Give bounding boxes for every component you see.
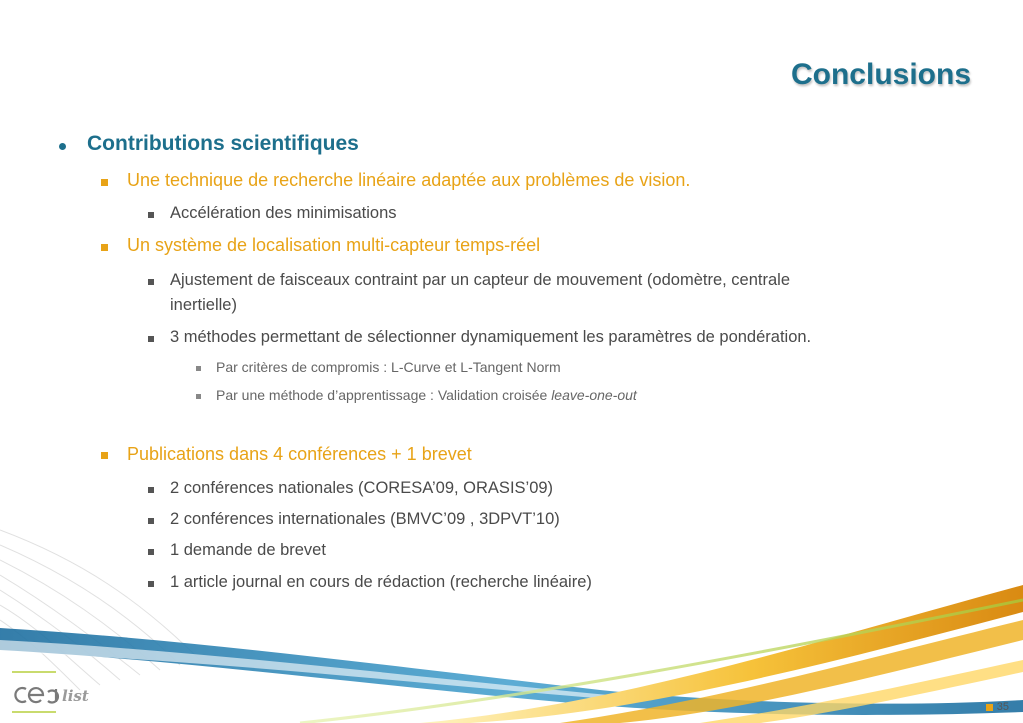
bullet-square-small: [148, 581, 154, 587]
bullet-square-small: [148, 549, 154, 555]
item-technique: Une technique de recherche linéaire adaptée aux problèmes de vision.: [127, 170, 691, 190]
sub-criteres: Par critères de compromis : L-Curve et L-Tangent Norm: [216, 359, 561, 375]
bullet-square-small: [148, 279, 154, 285]
bullet-square-tiny: [196, 366, 201, 371]
bullet-square: [101, 452, 108, 459]
bullet-square-small: [148, 487, 154, 493]
page-marker: [986, 704, 993, 711]
sub-ajustement-line1: Ajustement de faisceaux contraint par un capteur de mouvement (odomètre, centrale: [170, 271, 791, 289]
sub-brevet: 1 demande de brevet: [170, 541, 326, 559]
sub-acceleration: Accélération des minimisations: [170, 204, 397, 222]
page-number-text: 35: [996, 701, 1009, 713]
sub-article: 1 article journal en cours de rédaction (recherche linéaire): [170, 573, 592, 591]
sub-conf-internationales: 2 conférences internationales (BMVC’09 , 3DPVT’10): [170, 510, 560, 528]
sub-apprentissage: [216, 387, 637, 403]
sub-conf-nationales: 2 conférences nationales (CORESA’09, ORASIS’09): [170, 479, 554, 497]
sub-ajustement-line2: inertielle): [170, 296, 237, 314]
sub-apprentissage-text: Par une méthode d’apprentissage : Validation croisée: [216, 387, 552, 403]
bullet-square: [101, 179, 108, 186]
bullet-dot: [59, 143, 66, 150]
bullet-square-small: [148, 518, 154, 524]
bullet-square-tiny: [196, 394, 201, 399]
heading-contributions: Contributions scientifiques: [87, 132, 359, 155]
bullet-square: [101, 244, 108, 251]
cea-list-logo: [12, 680, 104, 710]
sub-methodes: 3 méthodes permettant de sélectionner dynamiquement les paramètres de pondération.: [170, 328, 812, 346]
slide-title: Conclusions: [790, 58, 971, 91]
item-publications: Publications dans 4 conférences + 1 brevet: [127, 444, 472, 464]
page-number: [986, 701, 1009, 713]
item-systeme: Un système de localisation multi-capteur temps-réel: [127, 235, 541, 255]
bullet-square-small: [148, 212, 154, 218]
bullet-square-small: [148, 336, 154, 342]
sub-apprentissage-italic: leave-one-out: [551, 387, 637, 403]
svg-text:list: list: [62, 687, 89, 705]
